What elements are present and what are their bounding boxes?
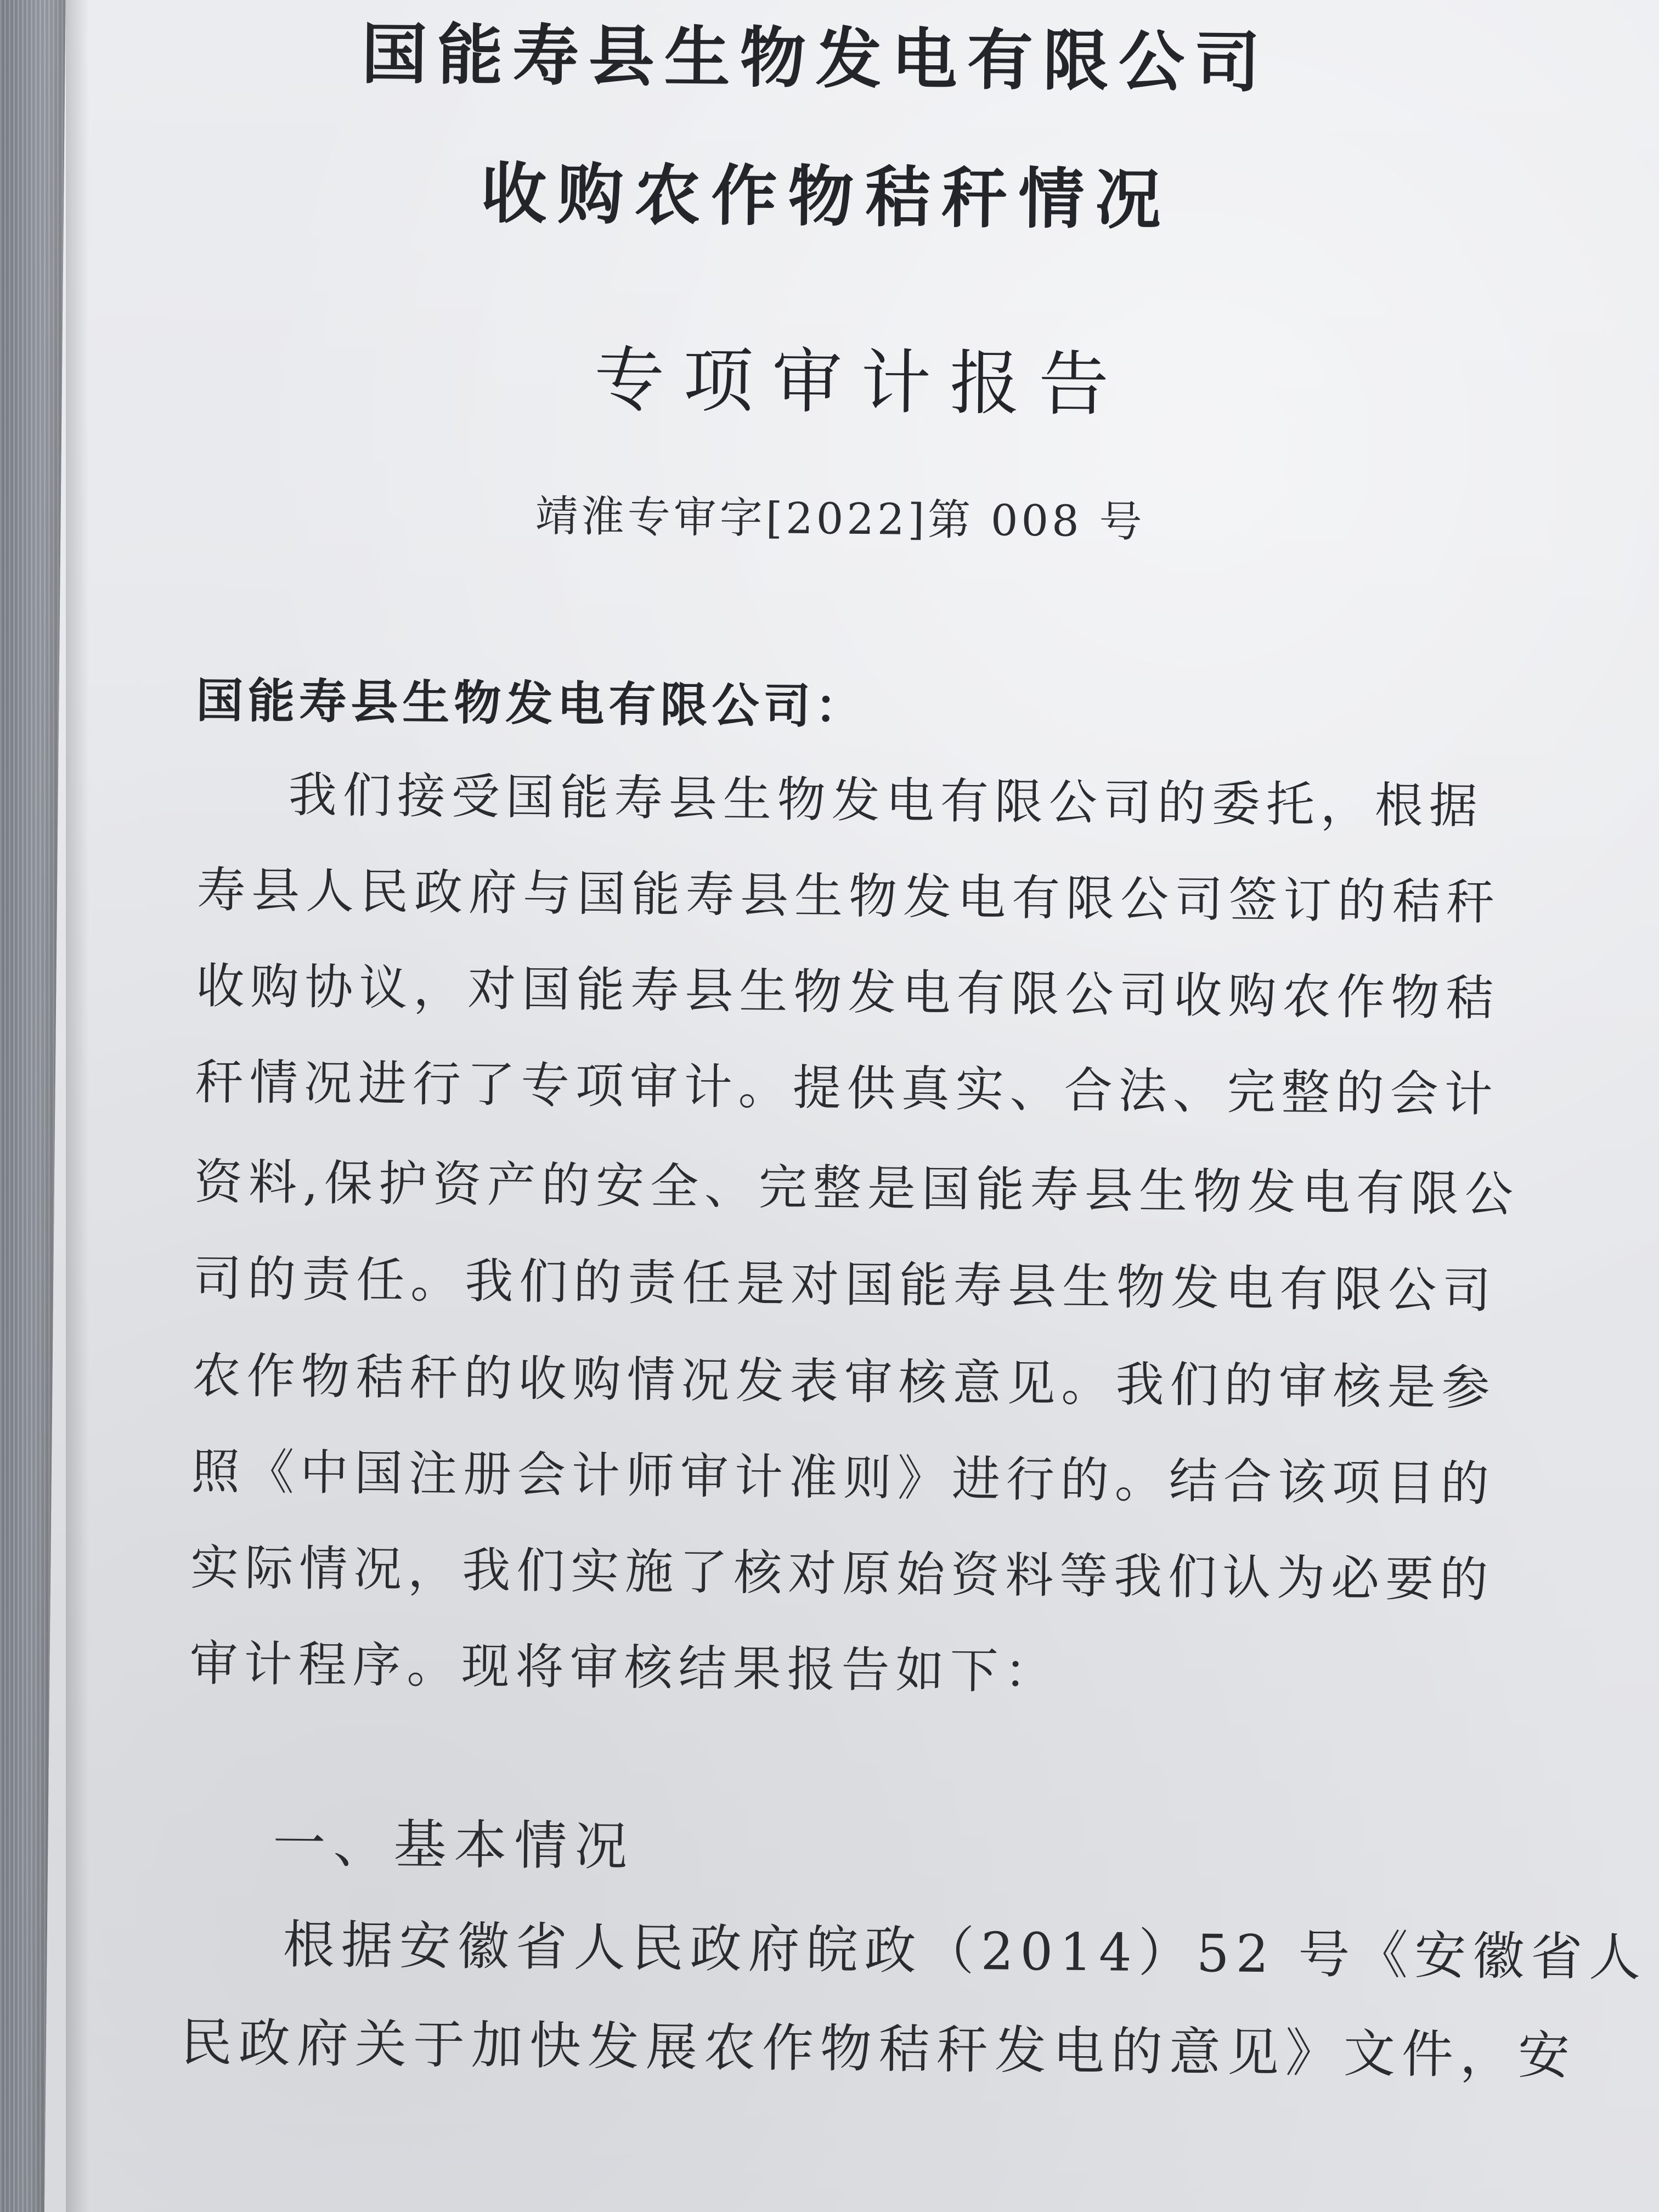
page-fold-shadow — [66, 0, 89, 2212]
paragraph-line: 收购协议，对国能寿县生物发电有限公司收购农作物秸 — [195, 957, 1500, 1027]
document-page — [44, 0, 1659, 2212]
paragraph-line: 司的责任。我们的责任是对国能寿县生物发电有限公司 — [193, 1250, 1497, 1319]
document-title-company: 国能寿县生物发电有限公司 — [361, 16, 1271, 102]
document-title-report-type: 专项审计报告 — [594, 339, 1128, 426]
paragraph-line: 资料,保护资产的安全、完整是国能寿县生物发电有限公 — [194, 1153, 1520, 1223]
section-heading-basic-info: 一、基本情况 — [272, 1812, 635, 1878]
addressee-line: 国能寿县生物发电有限公司： — [195, 673, 867, 735]
paragraph-line: 秆情况进行了专项审计。提供真实、合法、完整的会计 — [195, 1053, 1499, 1123]
paragraph-line: 审计程序。现将审核结果报告如下： — [189, 1635, 1059, 1700]
section-line: 根据安徽省人民政府皖政（2014）52 号《安徽省人 — [283, 1915, 1647, 1988]
paragraph-line: 农作物秸秆的收购情况发表审核意见。我们的审核是参 — [192, 1347, 1497, 1417]
paragraph-line: 寿县人民政府与国能寿县生物发电有限公司签订的秸秆 — [196, 861, 1501, 931]
document-number: 靖淮专审字[2022]第 008 号 — [535, 492, 1146, 547]
paragraph-line: 实际情况，我们实施了核对原始资料等我们认为必要的 — [190, 1539, 1494, 1609]
paragraph-line: 我们接受国能寿县生物发电有限公司的委托，根据 — [288, 766, 1484, 834]
section-line: 民政府关于加快发展农作物秸秆发电的意见》文件，安 — [180, 2013, 1577, 2086]
paragraph-line: 照《中国注册会计师审计准则》进行的。结合该项目的 — [191, 1443, 1496, 1513]
document-title-subject: 收购农作物秸秆情况 — [480, 156, 1172, 239]
